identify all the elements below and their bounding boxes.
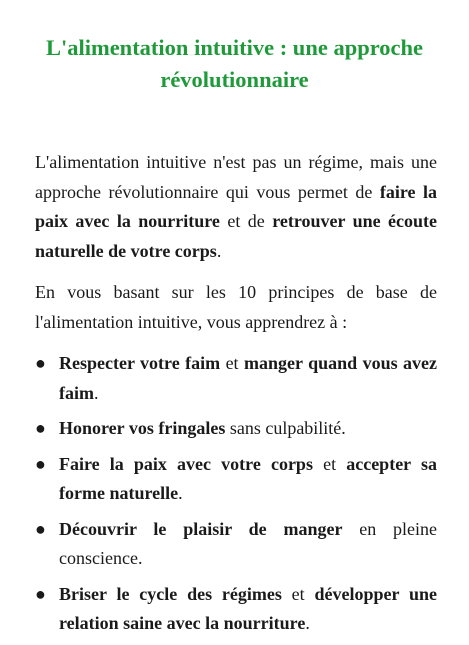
item-text-2: . [94,382,99,403]
list-item [35,414,437,444]
bullet-icon: ● [35,583,46,604]
bullet-icon: ● [35,418,46,438]
item-text-1: et [312,453,347,474]
item-emphasis-2: développer une relation saine avec la nourriture [59,583,437,633]
lead-paragraph: En vous basant sur les 10 principes de base de l'alimentation intuitive, vous apprendrez à : [35,282,437,332]
item-text-1: et [220,353,244,373]
intro-text-3: . [216,240,222,261]
item-emphasis-1: Faire la paix avec votre corps [59,453,313,474]
intro-emphasis-1: faire la paix avec la nourriture [35,181,437,231]
item-emphasis-2: manger quand vous avez faim [59,353,437,403]
list-item [35,515,437,574]
item-text-1: en pleine conscience. [59,518,437,568]
bullet-icon: ● [35,453,46,474]
list-item [35,450,437,509]
item-emphasis-1: Honorer vos fringales [59,418,226,438]
item-emphasis-1: Découvrir le plaisir de manger [59,518,343,539]
bullet-icon: ● [35,518,46,539]
list-item [35,580,437,639]
item-emphasis-1: Briser le cycle des régimes [59,583,282,604]
intro-text-2: et de [219,211,273,231]
item-emphasis-2: accepter sa forme naturelle [59,453,437,503]
principles-list [35,349,437,639]
intro-text-1: L'alimentation intuitive n'est pas un régime, mais une approche révolutionnaire qui vous permet de [35,152,437,202]
item-text-2: . [305,613,310,633]
intro-emphasis-2: retrouver une écoute naturelle de votre corps [35,211,437,261]
article-body [35,148,437,645]
page-title: L'alimentation intuitive : une approche révolutionnaire [45,35,424,92]
intro-paragraph [35,148,437,266]
item-text-2: . [178,483,183,503]
item-emphasis-1: Respecter votre faim [59,353,221,373]
item-text-1: sans culpabilité. [225,418,346,438]
item-text-1: et [281,583,315,604]
bullet-icon: ● [35,353,46,373]
list-item [35,349,437,408]
